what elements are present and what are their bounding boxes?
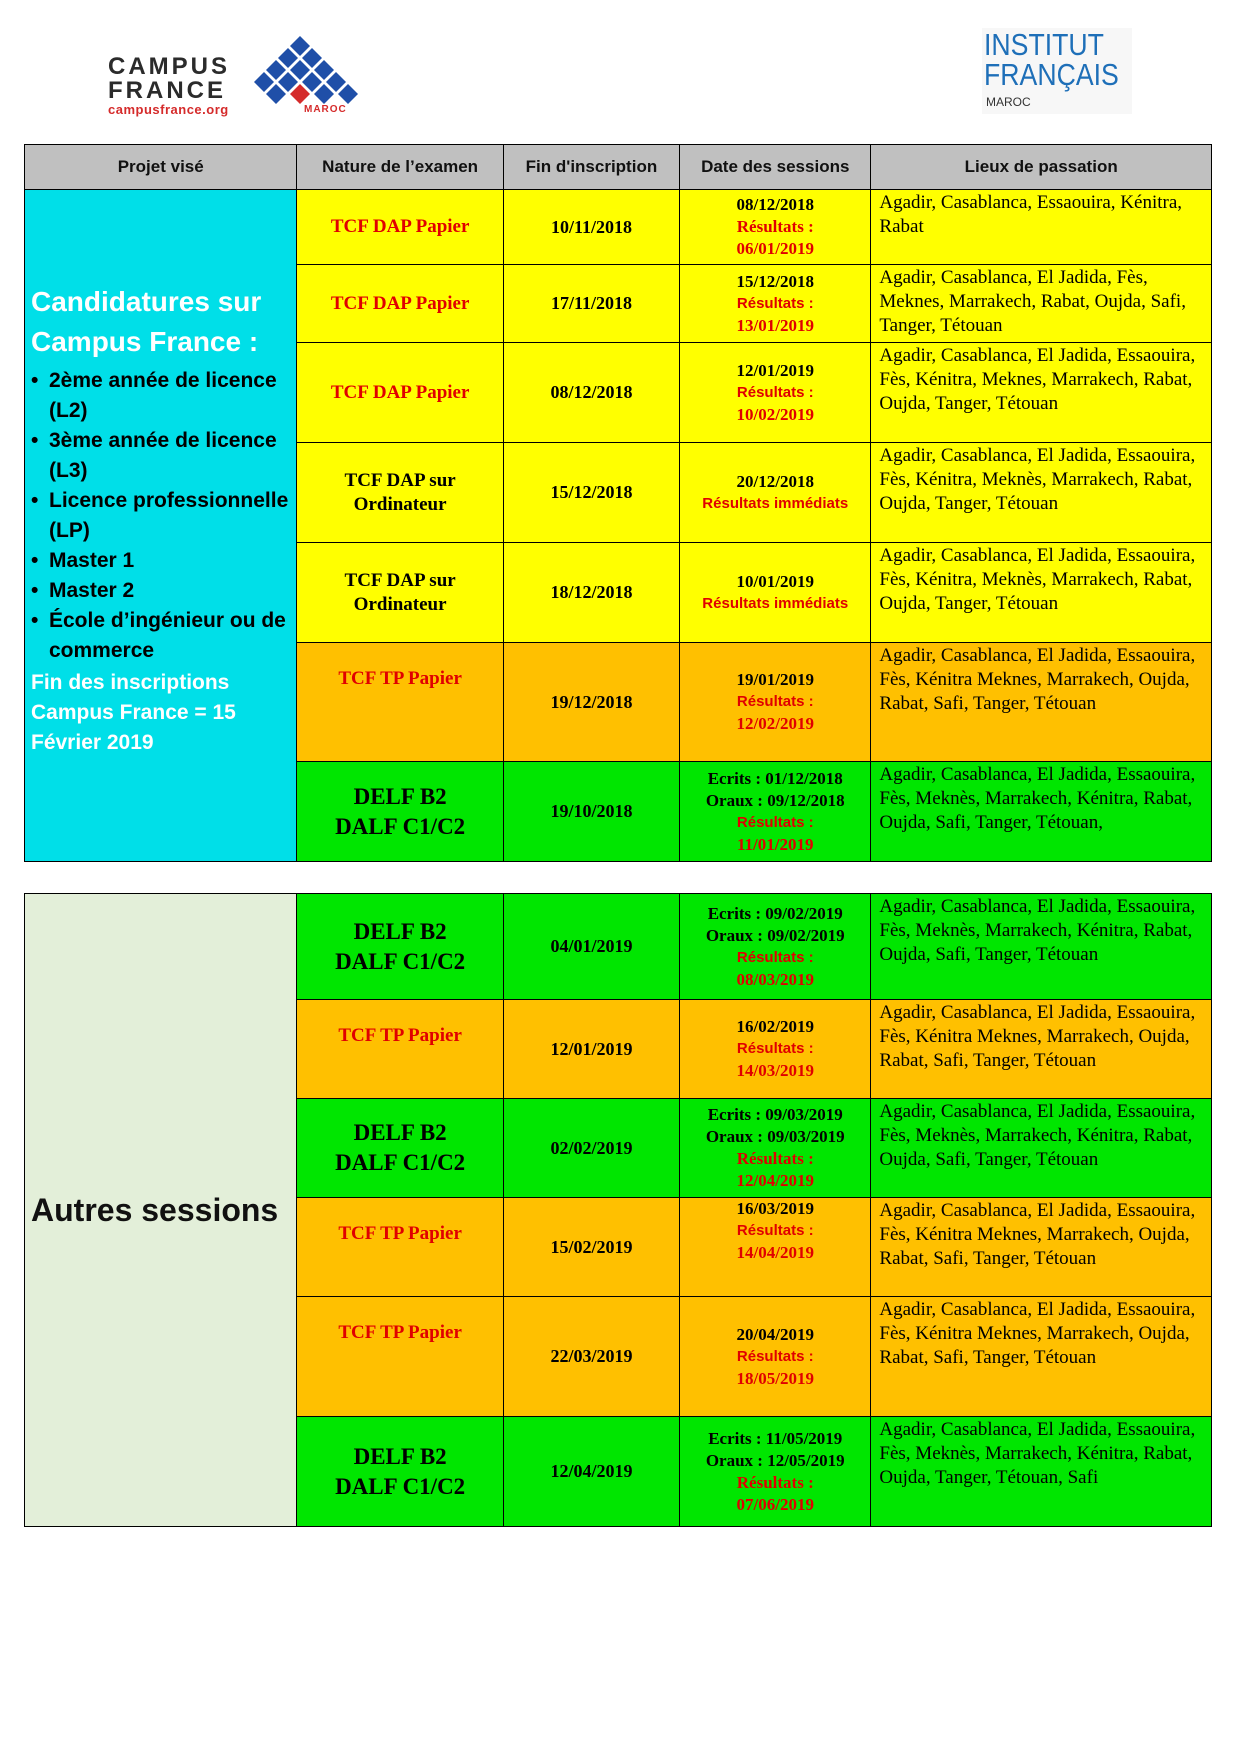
lieux: Agadir, Casablanca, El Jadida, Essaouira, Fès, Meknès, Marrakech, Kénitra, Rabat, Oujda, Safi, Tanger, Tétouan, bbox=[871, 762, 1212, 862]
exam-name: TCF DAP Papier bbox=[297, 265, 503, 343]
lieux: Agadir, Casablanca, El Jadida, Essaouira, Fès, Meknès, Marrakech, Kénitra, Rabat, Oujda, Safi, Tanger, Tétouan bbox=[871, 1099, 1212, 1198]
fin-inscription: 15/12/2018 bbox=[503, 443, 679, 543]
fin-inscription: 12/01/2019 bbox=[503, 1000, 679, 1099]
lieux: Agadir, Casablanca, El Jadida, Essaouira, Fès, Meknès, Marrakech, Kénitra, Rabat, Oujda, Safi, Tanger, Tétouan bbox=[871, 894, 1212, 1000]
schedule-table-autres-sessions bbox=[24, 893, 1212, 1527]
fin-inscription: 17/11/2018 bbox=[503, 265, 679, 343]
table-row bbox=[25, 894, 1212, 1000]
table-header-row bbox=[25, 145, 1212, 190]
lieux: Agadir, Casablanca, El Jadida, Essaouira, Fès, Kénitra Meknes, Marrakech, Oujda, Rabat, Safi, Tanger, Tétouan bbox=[871, 643, 1212, 762]
header-projet: Projet visé bbox=[25, 145, 297, 190]
fin-inscription: 04/01/2019 bbox=[503, 894, 679, 1000]
section-title: Autres sessions bbox=[25, 894, 297, 1527]
exam-name: TCF DAP sur Ordinateur bbox=[297, 543, 503, 643]
logo-line-france: FRANCE bbox=[108, 77, 226, 104]
exam-name: TCF DAP sur Ordinateur bbox=[297, 443, 503, 543]
table-row bbox=[25, 190, 1212, 265]
lieux: Agadir, Casablanca, El Jadida, Essaouira, Fès, Meknès, Marrakech, Kénitra, Rabat, Oujda, Tanger, Tétouan, Safi bbox=[871, 1417, 1212, 1527]
projet-campus-france bbox=[25, 190, 297, 862]
fin-inscription: 08/12/2018 bbox=[503, 343, 679, 443]
exam-name: DELF B2 DALF C1/C2 bbox=[297, 894, 503, 1000]
exam-name: DELF B2 DALF C1/C2 bbox=[297, 1417, 503, 1527]
session-date: 16/02/2019 Résultats : 14/03/2019 bbox=[680, 1000, 871, 1099]
header-nature: Nature de l’examen bbox=[297, 145, 503, 190]
exam-name: TCF TP Papier bbox=[297, 1198, 503, 1297]
session-date: 16/03/2019 Résultats : 14/04/2019 bbox=[680, 1198, 871, 1297]
fin-inscription: 19/10/2018 bbox=[503, 762, 679, 862]
session-date: 10/01/2019 Résultats immédiats bbox=[680, 543, 871, 643]
inscription-deadline-note: Fin des inscriptions Campus France = 15 Février 2019 bbox=[31, 671, 236, 754]
lieux: Agadir, Casablanca, El Jadida, Essaouira, Fès, Kénitra Meknes, Marrakech, Oujda, Rabat, Safi, Tanger, Tétouan bbox=[871, 1198, 1212, 1297]
fin-inscription: 19/12/2018 bbox=[503, 643, 679, 762]
fin-inscription: 02/02/2019 bbox=[503, 1099, 679, 1198]
fin-inscription: 15/02/2019 bbox=[503, 1198, 679, 1297]
schedule-table-campus-france bbox=[24, 144, 1212, 862]
lieux: Agadir, Casablanca, El Jadida, Essaouira, Fès, Kénitra, Meknès, Marrakech, Rabat, Oujda, Tanger, Tétouan bbox=[871, 443, 1212, 543]
lieux: Agadir, Casablanca, El Jadida, Essaouira, Fès, Kénitra, Meknes, Marrakech, Rabat, Oujda, Tanger, Tétouan bbox=[871, 343, 1212, 443]
fin-inscription: 22/03/2019 bbox=[503, 1297, 679, 1417]
list-item: • École d’ingénieur ou de commerce bbox=[31, 609, 286, 662]
logo-country: MAROC bbox=[986, 95, 1031, 109]
lieux: Agadir, Casablanca, El Jadida, Fès, Meknes, Marrakech, Rabat, Oujda, Safi, Tanger, Tétouan bbox=[871, 265, 1212, 343]
logo-line-campus: CAMPUS bbox=[108, 53, 231, 80]
logo-country: MAROC bbox=[304, 104, 347, 115]
exam-name: TCF TP Papier bbox=[297, 1297, 503, 1417]
lieux: Agadir, Casablanca, El Jadida, Essaouira, Fès, Kénitra, Meknès, Marrakech, Rabat, Oujda, Tanger, Tétouan bbox=[871, 543, 1212, 643]
session-date: 08/12/2018 Résultats : 06/01/2019 bbox=[680, 190, 871, 265]
session-date: Ecrits : 09/02/2019 Oraux : 09/02/2019 Résultats : 08/03/2019 bbox=[680, 894, 871, 1000]
session-date: Ecrits : 11/05/2019 Oraux : 12/05/2019 Résultats : 07/06/2019 bbox=[680, 1417, 871, 1527]
list-item: • Master 2 bbox=[31, 579, 135, 602]
lieux: Agadir, Casablanca, El Jadida, Essaouira, Fès, Kénitra Meknes, Marrakech, Oujda, Rabat, Safi, Tanger, Tétouan bbox=[871, 1297, 1212, 1417]
section-title: Candidatures sur Campus France : bbox=[31, 286, 262, 357]
projet-list bbox=[31, 366, 292, 666]
session-date: 19/01/2019 Résultats : 12/02/2019 bbox=[680, 643, 871, 762]
fin-inscription: 10/11/2018 bbox=[503, 190, 679, 265]
institut-francais-logo bbox=[982, 28, 1132, 114]
fin-inscription: 18/12/2018 bbox=[503, 543, 679, 643]
lieux: Agadir, Casablanca, El Jadida, Essaouira, Fès, Kénitra Meknes, Marrakech, Oujda, Rabat, Safi, Tanger, Tétouan bbox=[871, 1000, 1212, 1099]
session-date: 15/12/2018 Résultats : 13/01/2019 bbox=[680, 265, 871, 343]
logo-line-francais: FRANÇAIS bbox=[984, 57, 1119, 92]
fin-inscription: 12/04/2019 bbox=[503, 1417, 679, 1527]
diamond-grid-icon bbox=[234, 34, 364, 104]
exam-name: DELF B2 DALF C1/C2 bbox=[297, 762, 503, 862]
campus-france-logo bbox=[104, 34, 364, 120]
session-date: 20/12/2018 Résultats immédiats bbox=[680, 443, 871, 543]
list-item: • Licence professionnelle (LP) bbox=[31, 489, 289, 542]
session-date: Ecrits : 01/12/2018 Oraux : 09/12/2018 Résultats : 11/01/2019 bbox=[680, 762, 871, 862]
lieux: Agadir, Casablanca, Essaouira, Kénitra, Rabat bbox=[871, 190, 1212, 265]
logo-url: campusfrance.org bbox=[108, 102, 229, 117]
exam-name: TCF DAP Papier bbox=[297, 190, 503, 265]
session-date: 12/01/2019 Résultats : 10/02/2019 bbox=[680, 343, 871, 443]
header-date: Date des sessions bbox=[680, 145, 871, 190]
exam-name: TCF DAP Papier bbox=[297, 343, 503, 443]
list-item: • 2ème année de licence (L2) bbox=[31, 369, 277, 422]
exam-name: TCF TP Papier bbox=[297, 1000, 503, 1099]
list-item: • Master 1 bbox=[31, 549, 135, 572]
header-lieux: Lieux de passation bbox=[871, 145, 1212, 190]
list-item: • 3ème année de licence (L3) bbox=[31, 429, 277, 482]
exam-name: DELF B2 DALF C1/C2 bbox=[297, 1099, 503, 1198]
session-date: 20/04/2019 Résultats : 18/05/2019 bbox=[680, 1297, 871, 1417]
header-fin: Fin d'inscription bbox=[503, 145, 679, 190]
session-date: Ecrits : 09/03/2019 Oraux : 09/03/2019 Résultats : 12/04/2019 bbox=[680, 1099, 871, 1198]
logo-line-institut: INSTITUT bbox=[984, 27, 1104, 62]
exam-name: TCF TP Papier bbox=[297, 643, 503, 762]
